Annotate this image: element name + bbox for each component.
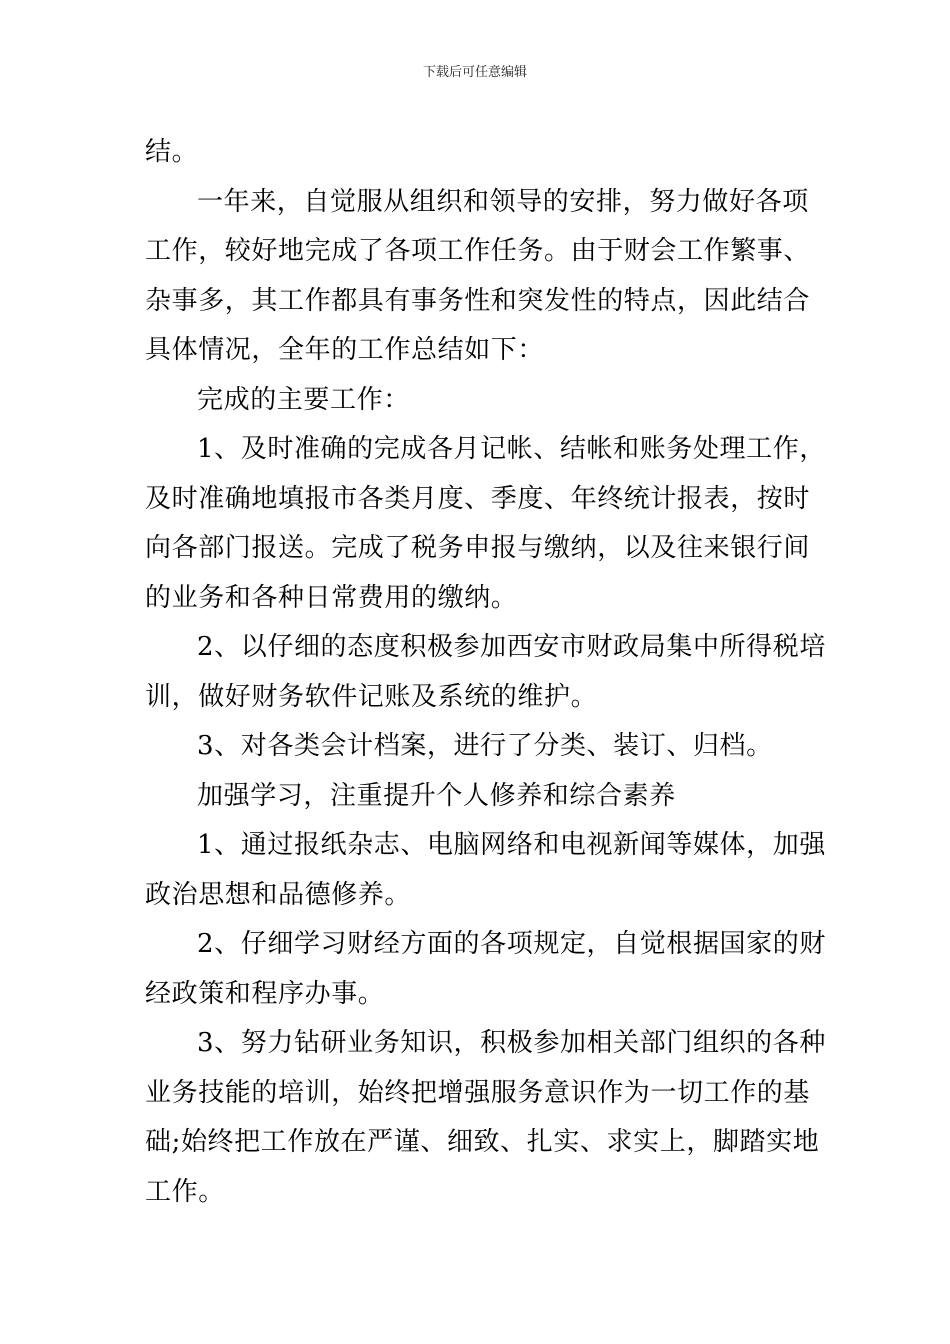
text-line: 业务技能的培训，始终把增强服务意识作为一切工作的基 <box>145 1077 811 1108</box>
section-heading: 完成的主要工作： <box>197 384 410 415</box>
section-heading: 加强学习，注重提升个人修养和综合素养 <box>197 780 676 811</box>
text-line: 的业务和各种日常费用的缴纳。 <box>145 582 518 613</box>
text-line: 杂事多，其工作都具有事务性和突发性的特点，因此结合 <box>145 285 811 316</box>
document-body <box>145 128 826 1217</box>
text-line: 训，做好财务软件记账及系统的维护。 <box>145 681 598 712</box>
list-item-start: 3、努力钻研业务知识，积极参加相关部门组织的各种 <box>197 1028 826 1058</box>
page-header-watermark: 下载后可任意编辑 <box>422 65 527 80</box>
text-line: 及时准确地填报市各类月度、季度、年终统计报表，按时 <box>145 483 811 514</box>
text-line: 向各部门报送。完成了税务申报与缴纳，以及往来银行间 <box>145 533 811 563</box>
text-line: 工作，较好地完成了各项工作任务。由于财会工作繁事、 <box>145 236 811 266</box>
list-item-start: 2、仔细学习财经方面的各项规定，自觉根据国家的财 <box>197 929 826 959</box>
text-line: 础;始终把工作放在严谨、细致、扎实、求实上，脚踏实地 <box>145 1127 820 1157</box>
list-item-start: 1、通过报纸杂志、电脑网络和电视新闻等媒体，加强 <box>197 830 826 860</box>
list-item-start: 3、对各类会计档案，进行了分类、装订、归档。 <box>197 731 773 761</box>
paragraph-start: 一年来，自觉服从组织和领导的安排，努力做好各项 <box>197 186 809 217</box>
text-line: 工作。 <box>145 1176 225 1207</box>
text-line: 具体情况，全年的工作总结如下： <box>145 335 545 365</box>
list-item-start: 2、以仔细的态度积极参加西安市财政局集中所得税培 <box>197 632 826 662</box>
text-line: 政治思想和品德修养。 <box>145 879 412 910</box>
text-line: 经政策和程序办事。 <box>145 978 385 1009</box>
list-item-start: 1、及时准确的完成各月记帐、结帐和账务处理工作， <box>197 434 826 464</box>
text-line: 结。 <box>145 137 199 167</box>
